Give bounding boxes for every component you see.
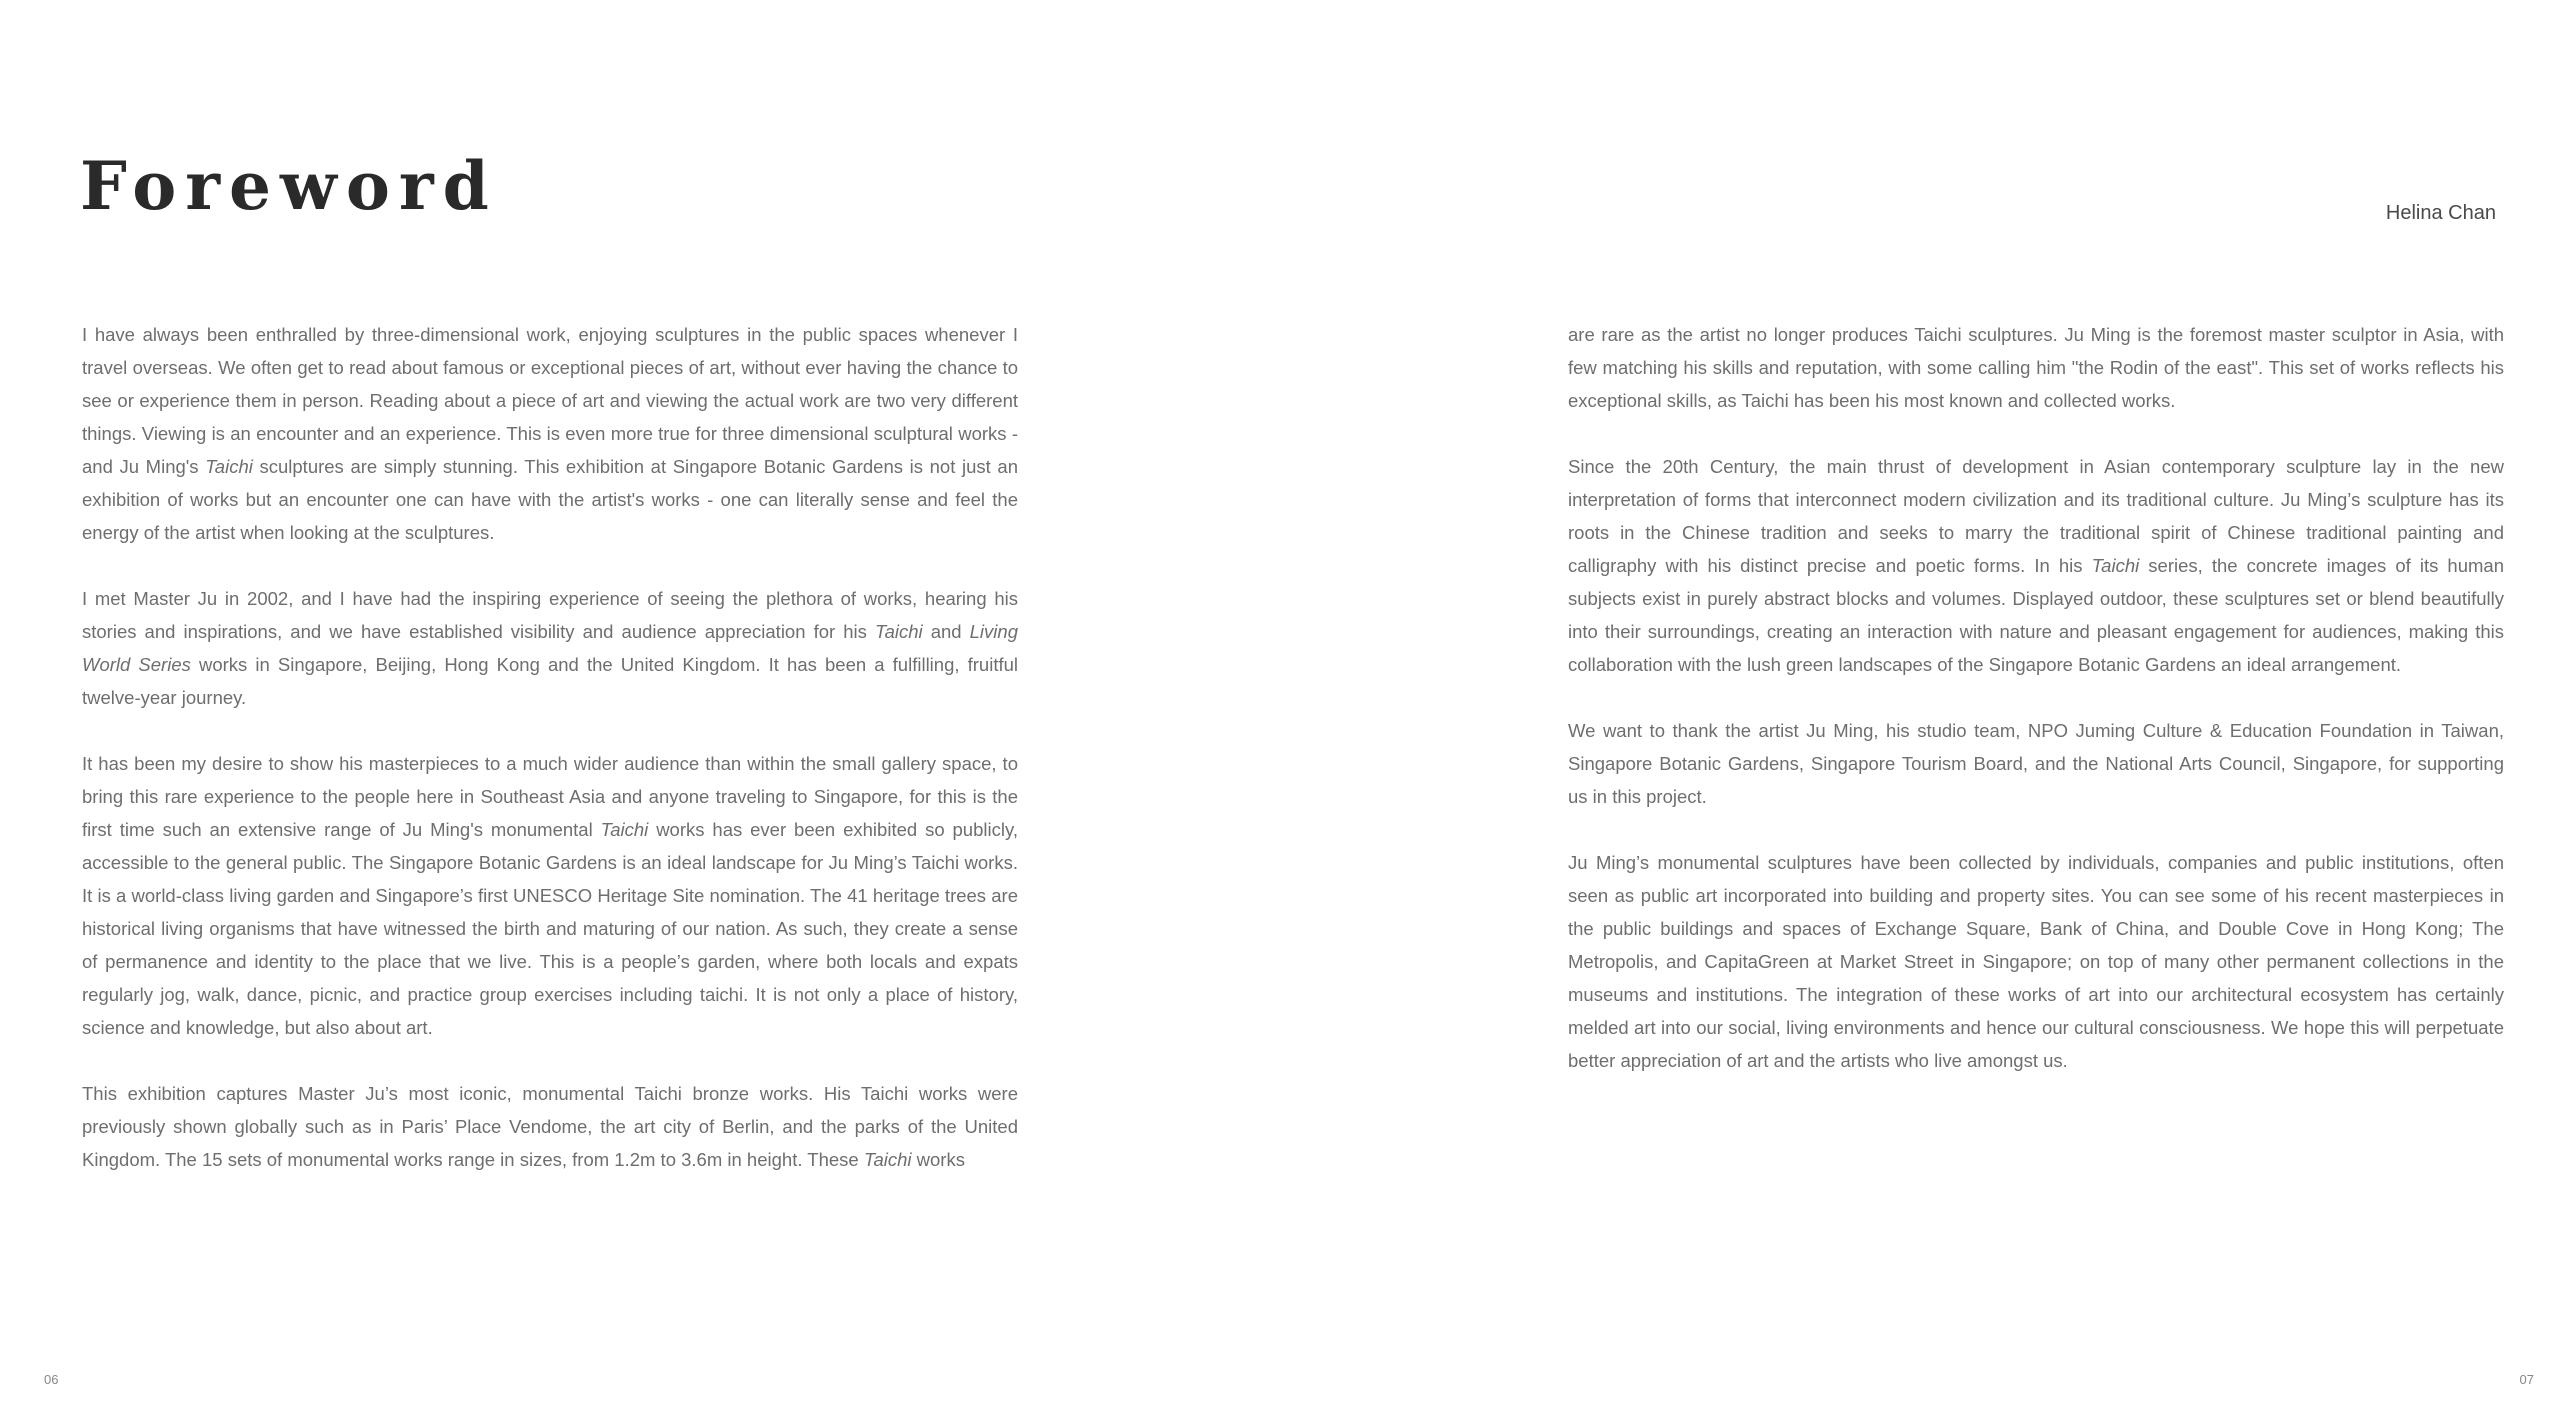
text-run: I met Master Ju in 2002, and I have had the inspiring experience of seeing the plethora of works, hearing his stories and inspirations, and we have established visibility and audience appreciation for his <box>82 588 1018 642</box>
text-run: sculptures are simply stunning. This exhibition at Singapore Botanic Gardens is not just an exhibition of works but an encounter one can have with the artist's works - one can literally sense and feel the energy of the artist when looking at the sculptures. <box>82 456 1018 543</box>
page-title: Foreword <box>80 147 498 225</box>
text-run: Since the 20th Century, the main thrust of development in Asian contemporary sculpture lay in the new interpretation of forms that interconnect modern civilization and its traditional culture. Ju Ming’s sculpture has its roots in the Chinese tradition and seeks to marry the traditional spirit of Chinese traditional painting and calligraphy with his distinct precise and poetic forms. In his <box>1568 456 2504 576</box>
text-run: series, the concrete images of its human subjects exist in purely abstract blocks and volumes. Displayed outdoor, these sculptures set or blend beautifully into their surroundings, creating an interaction with nature and pleasant engagement for audiences, making this collaboration with the lush green landscapes of the Singapore Botanic Gardens an ideal arrangement. <box>1568 555 2504 675</box>
italic-text: Living World Series <box>82 621 1018 675</box>
text-run: It has been my desire to show his masterpieces to a much wider audience than within the small gallery space, to bring this rare experience to the people here in Southeast Asia and anyone traveling to Singapore, for this is the first time such an extensive range of Ju Ming's monumental <box>82 753 1018 840</box>
page-number-left: 06 <box>44 1372 59 1387</box>
text-run: We want to thank the artist Ju Ming, his studio team, NPO Juming Culture & Education Foundation in Taiwan, Singapore Botanic Gardens, Singapore Tourism Board, and the National Arts Council, Singapore, for supporting us in this project. <box>1568 720 2504 807</box>
author-name: Helina Chan <box>2385 202 2496 224</box>
italic-text: Taichi <box>2091 555 2140 576</box>
paragraph <box>82 747 1018 1044</box>
paragraph <box>82 1077 1018 1176</box>
italic-text: Taichi <box>863 1149 912 1170</box>
paragraph <box>1568 714 2504 813</box>
italic-text: Taichi <box>205 456 253 477</box>
italic-text: Taichi <box>600 819 649 840</box>
page-number-right: 07 <box>2519 1372 2534 1387</box>
text-run: are rare as the artist no longer produces Taichi sculptures. Ju Ming is the foremost master sculptor in Asia, with few matching his skills and reputation, with some calling him "the Rodin of the east". This set of works reflects his exceptional skills, as Taichi has been his most known and collected works. <box>1568 324 2504 411</box>
italic-text: Taichi <box>874 621 923 642</box>
text-run: works <box>911 1149 965 1170</box>
text-run: works in Singapore, Beijing, Hong Kong and the United Kingdom. It has been a fulfilling, fruitful twelve-year journey. <box>82 654 1018 708</box>
text-run: This exhibition captures Master Ju’s most iconic, monumental Taichi bronze works. His Taichi works were previously shown globally such as in Paris’ Place Vendome, the art city of Berlin, and the parks of the United Kingdom. The 15 sets of monumental works range in sizes, from 1.2m to 3.6m in height. These <box>82 1083 1018 1170</box>
paragraph <box>1568 450 2504 681</box>
text-run: Ju Ming’s monumental sculptures have been collected by individuals, companies and public institutions, often seen as public art incorporated into building and property sites. You can see some of his recent masterpieces in the public buildings and spaces of Exchange Square, Bank of China, and Double Cove in Hong Kong; The Metropolis, and CapitaGreen at Market Street in Singapore; on top of many other permanent collections in the museums and institutions. The integration of these works of art into our architectural ecosystem has certainly melded art into our social, living environments and hence our cultural consciousness. We hope this will perpetuate better appreciation of art and the artists who live amongst us. <box>1568 852 2504 1071</box>
paragraph <box>1568 318 2504 417</box>
paragraph <box>82 318 1018 549</box>
text-run: and <box>922 621 970 642</box>
paragraph <box>1568 846 2504 1077</box>
paragraph <box>82 582 1018 714</box>
text-run: I have always been enthralled by three-dimensional work, enjoying sculptures in the public spaces whenever I travel overseas. We often get to read about famous or exceptional pieces of art, without ever having the chance to see or experience them in person. Reading about a piece of art and viewing the actual work are two very different things. Viewing is an encounter and an experience. This is even more true for three dimensional sculptural works - and Ju Ming's <box>82 324 1018 477</box>
right-text-column <box>1568 318 2504 1110</box>
left-text-column <box>82 318 1018 1209</box>
text-run: works has ever been exhibited so publicly, accessible to the general public. The Singapore Botanic Gardens is an ideal landscape for Ju Ming’s Taichi works. It is a world-class living garden and Singapore’s first UNESCO Heritage Site nomination. The 41 heritage trees are historical living organisms that have witnessed the birth and maturing of our nation. As such, they create a sense of permanence and identity to the place that we live. This is a people’s garden, where both locals and expats regularly jog, walk, dance, picnic, and practice group exercises including taichi. It is not only a place of history, science and knowledge, but also about art. <box>82 819 1018 1038</box>
